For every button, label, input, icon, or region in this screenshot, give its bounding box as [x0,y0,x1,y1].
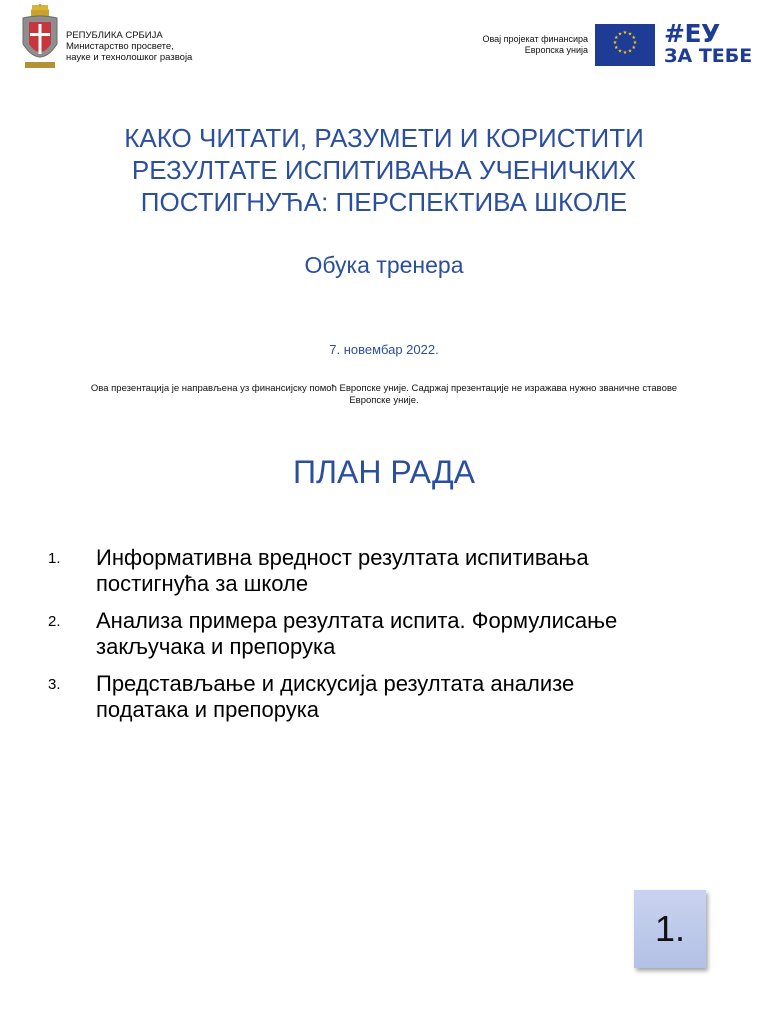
svg-text:★: ★ [614,35,619,41]
disclaimer [30,383,738,407]
svg-text:★: ★ [622,30,628,36]
eu-note-line-2: Европска унија [524,45,588,55]
svg-text:★: ★ [631,45,636,51]
subtitle: Обука тренера [304,252,464,278]
list-item-number: 3. [48,676,61,693]
list-item-line-2: постигнућа за школе [96,571,309,596]
ministry-text [66,30,192,63]
svg-text:★: ★ [617,48,623,55]
disclaimer-line-1: Ова презентација је направљена уз финансијску помоћ Европске уније. Садржај презентације не изражава нужно званичне ставове [90,383,678,394]
list-item-text [96,608,617,660]
ministry-line-2: науке и технолошког развоја [66,52,193,63]
list-item-text [96,671,574,723]
list-item-line-2: закључака и препорука [96,634,336,659]
eu-note-line-1: Овај пројекат финансира [482,34,588,44]
list-item-line-1: Представљање и дискусија резултата анализе [96,671,575,696]
plan-heading: ПЛАН РАДА [293,454,475,490]
title-line-3: ПОСТИГНУЋА: ПЕРСПЕКТИВА ШКОЛЕ [140,187,628,217]
list-item-line-2: података и препорука [96,697,320,722]
svg-text:★: ★ [627,48,633,55]
ministry-line-1: Министарство просвете, [66,41,174,52]
eu-brand-line-1: #ЕУ [664,19,720,48]
eu-brand-logo [664,19,753,67]
list-item-number: 2. [48,613,61,630]
svg-text:★: ★ [631,35,636,41]
list-item-text [96,545,589,597]
header [0,0,768,80]
title-line-1: КАКО ЧИТАТИ, РАЗУМЕТИ И КОРИСТИТИ [124,123,644,153]
svg-text:★: ★ [627,31,633,38]
svg-text:★: ★ [612,40,618,46]
title-line-2: РЕЗУЛТАТЕ ИСПИТИВАЊА УЧЕНИЧКИХ [131,155,637,185]
svg-text:★: ★ [632,40,638,46]
presentation-title [60,122,708,218]
serbia-coat-of-arms-icon [20,4,60,72]
date: 7. новембар 2022. [329,342,439,357]
svg-text:★: ★ [614,45,619,51]
list-item-line-1: Информативна вредност резултата испитивања [96,545,589,570]
eu-brand-line-2: ЗА ТЕБЕ [664,45,753,67]
eu-flag-icon [595,24,655,66]
svg-text:★: ★ [617,31,623,38]
eu-funding-note [482,34,588,56]
list-item [48,608,728,660]
list-item [48,545,728,597]
page-number-badge: 1. [634,890,706,968]
republic-label: РЕПУБЛИКА СРБИЈА [66,30,163,41]
list-item [48,671,728,723]
plan-list [48,545,728,734]
disclaimer-line-2: Европске уније. [349,395,419,406]
svg-text:★: ★ [622,50,628,56]
list-item-line-1: Анализа примера резултата испита. Формулисање [96,608,618,633]
list-item-number: 1. [48,550,61,567]
